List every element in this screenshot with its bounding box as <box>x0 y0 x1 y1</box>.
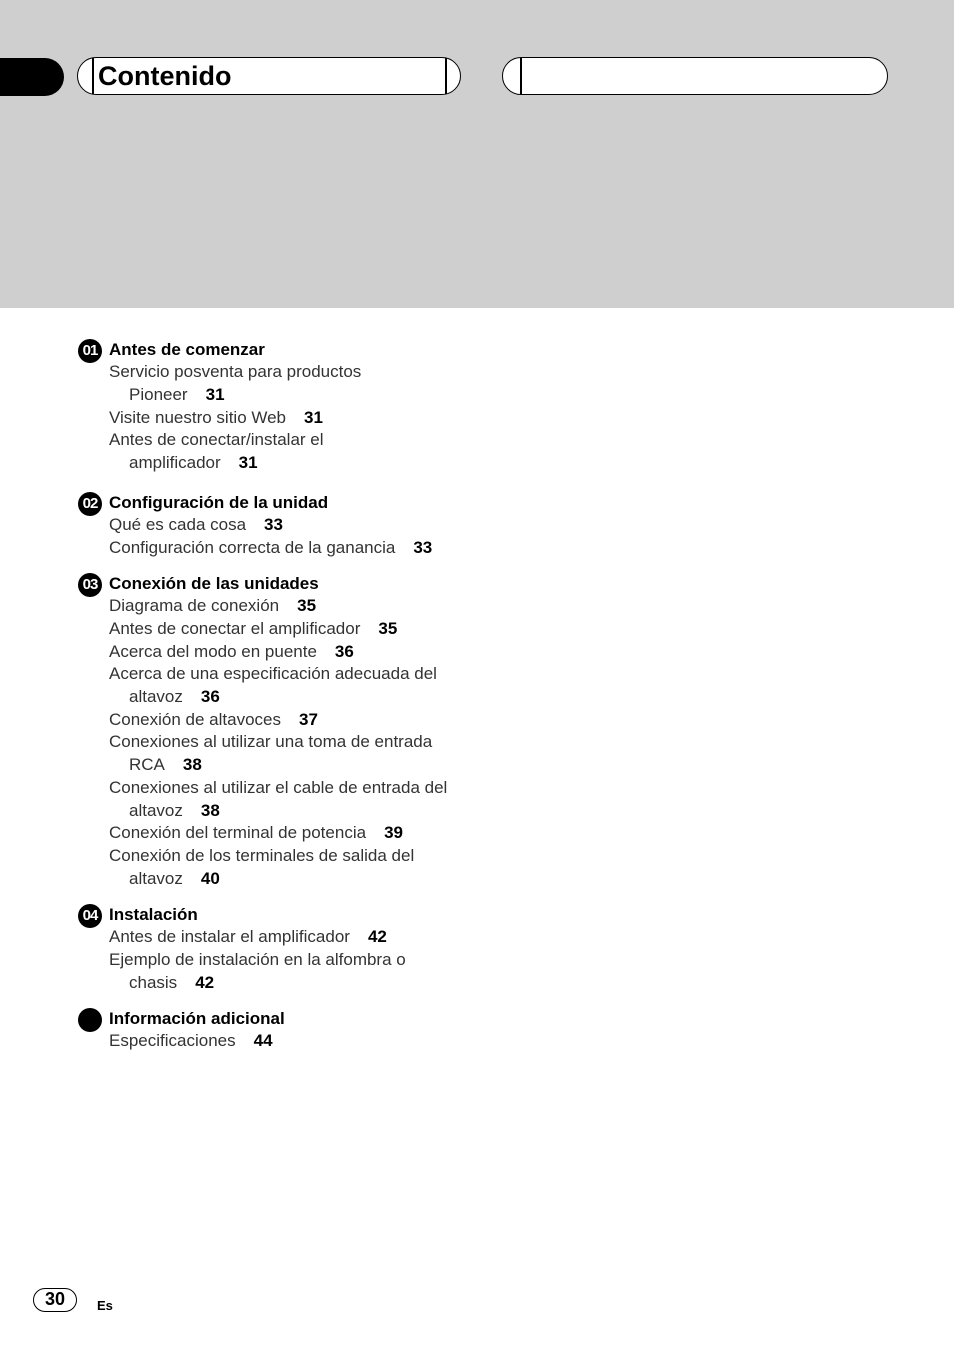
toc-entry-label: Conexión de altavoces <box>109 709 282 729</box>
toc-entry[interactable] <box>109 407 323 429</box>
toc-entry-label: Acerca de una especificación adecuada del <box>109 664 437 684</box>
toc-entry-page: 33 <box>264 515 283 535</box>
toc-entry-label: Conexión del terminal de potencia <box>109 823 367 843</box>
toc-entry-page: 44 <box>253 1031 273 1051</box>
blank-title-frame <box>502 57 888 95</box>
toc-entry-page: 31 <box>205 384 225 404</box>
toc-entry-label: Configuración correcta de la ganancia <box>109 537 396 557</box>
section-title[interactable]: Conexión de las unidades <box>109 574 319 593</box>
section-badge: 04 <box>78 904 102 928</box>
header-band <box>0 0 954 308</box>
section-title[interactable]: Instalación <box>109 905 198 924</box>
toc-entry-page: 39 <box>384 823 403 843</box>
toc-entry-label: Pioneer <box>129 384 188 404</box>
toc-entry-label: Visite nuestro sitio Web <box>109 407 287 427</box>
toc-entry[interactable] <box>109 1030 273 1052</box>
toc-entry[interactable] <box>129 686 220 708</box>
toc-entry-page: 35 <box>297 596 317 616</box>
language-label: Es <box>97 1298 113 1313</box>
toc-entry[interactable] <box>109 537 432 559</box>
toc-entry-page: 38 <box>182 755 202 775</box>
toc-entry-label: Diagrama de conexión <box>109 596 280 616</box>
toc-entry-label: chasis <box>129 972 178 992</box>
section-badge: 03 <box>78 573 102 597</box>
section-title[interactable]: Configuración de la unidad <box>109 493 329 512</box>
toc-entry[interactable] <box>109 618 397 640</box>
toc-entry-label: Especificaciones <box>109 1031 236 1051</box>
toc-entry-page: 42 <box>367 927 387 947</box>
toc-entry[interactable] <box>109 926 387 948</box>
toc-entry-label: altavoz <box>129 868 183 888</box>
toc-entry[interactable] <box>109 731 432 753</box>
section-badge: 02 <box>78 492 102 516</box>
title-frame <box>77 57 461 95</box>
toc-entry[interactable] <box>129 754 202 776</box>
toc-entry-label: Antes de conectar/instalar el <box>109 430 324 450</box>
toc-entry[interactable] <box>109 641 354 663</box>
toc-entry-label: Acerca del modo en puente <box>109 641 317 661</box>
toc-entry[interactable] <box>129 868 220 890</box>
toc-entry[interactable] <box>109 777 447 799</box>
section-title[interactable]: Información adicional <box>109 1009 285 1028</box>
toc-entry-label: Antes de conectar el amplificador <box>109 618 361 638</box>
toc-entry-label: altavoz <box>129 800 183 820</box>
toc-entry-page: 31 <box>238 453 258 472</box>
page-number: 30 <box>33 1288 77 1312</box>
toc-entry[interactable] <box>109 822 403 844</box>
toc-entry-page: 36 <box>200 687 220 706</box>
toc-entry-page: 31 <box>304 407 323 427</box>
toc-entry[interactable] <box>109 429 324 451</box>
toc-entry[interactable] <box>129 384 225 406</box>
toc-entry-page: 36 <box>334 641 354 661</box>
section-tab-marker <box>0 58 64 96</box>
section-badge <box>78 1008 102 1032</box>
toc-entry[interactable] <box>129 972 214 994</box>
toc-entry[interactable] <box>109 514 283 536</box>
toc-entry-label: Ejemplo de instalación en la alfombra o <box>109 949 406 969</box>
toc-entry-label: amplificador <box>129 453 221 472</box>
toc-entry-label: RCA <box>129 755 165 775</box>
toc-entry-label: Conexiones al utilizar el cable de entrada del <box>109 777 448 797</box>
toc-entry-label: Conexión de los terminales de salida del <box>109 845 415 865</box>
blank-frame-divider <box>520 58 522 94</box>
toc-entry[interactable] <box>109 845 414 867</box>
toc-entry-page: 35 <box>378 618 398 638</box>
toc-entry-label: Antes de instalar el amplificador <box>109 927 350 947</box>
toc-entry-page: 37 <box>299 709 318 729</box>
toc-entry-page: 38 <box>200 800 220 820</box>
toc-entry-page: 40 <box>200 868 220 888</box>
toc-entry-page: 33 <box>413 537 433 557</box>
title-frame-divider-left <box>92 58 94 94</box>
toc-entry-label: Qué es cada cosa <box>109 515 247 535</box>
toc-entry[interactable] <box>109 361 361 383</box>
page-title: Contenido <box>98 61 232 91</box>
section-title[interactable]: Antes de comenzar <box>109 340 265 359</box>
toc-entry-page: 42 <box>195 972 215 992</box>
title-frame-divider <box>445 58 447 94</box>
toc-entry[interactable] <box>129 800 220 822</box>
toc-entry[interactable] <box>109 595 316 617</box>
toc-entry[interactable] <box>129 452 258 474</box>
toc-entry[interactable] <box>109 663 437 685</box>
toc-entry-label: altavoz <box>129 687 183 706</box>
section-badge: 01 <box>78 339 102 363</box>
toc-entry[interactable] <box>109 949 406 971</box>
toc-entry-label: Conexiones al utilizar una toma de entrada <box>109 732 433 752</box>
toc-entry-label: Servicio posventa para productos <box>109 362 362 382</box>
toc-entry[interactable] <box>109 709 318 731</box>
